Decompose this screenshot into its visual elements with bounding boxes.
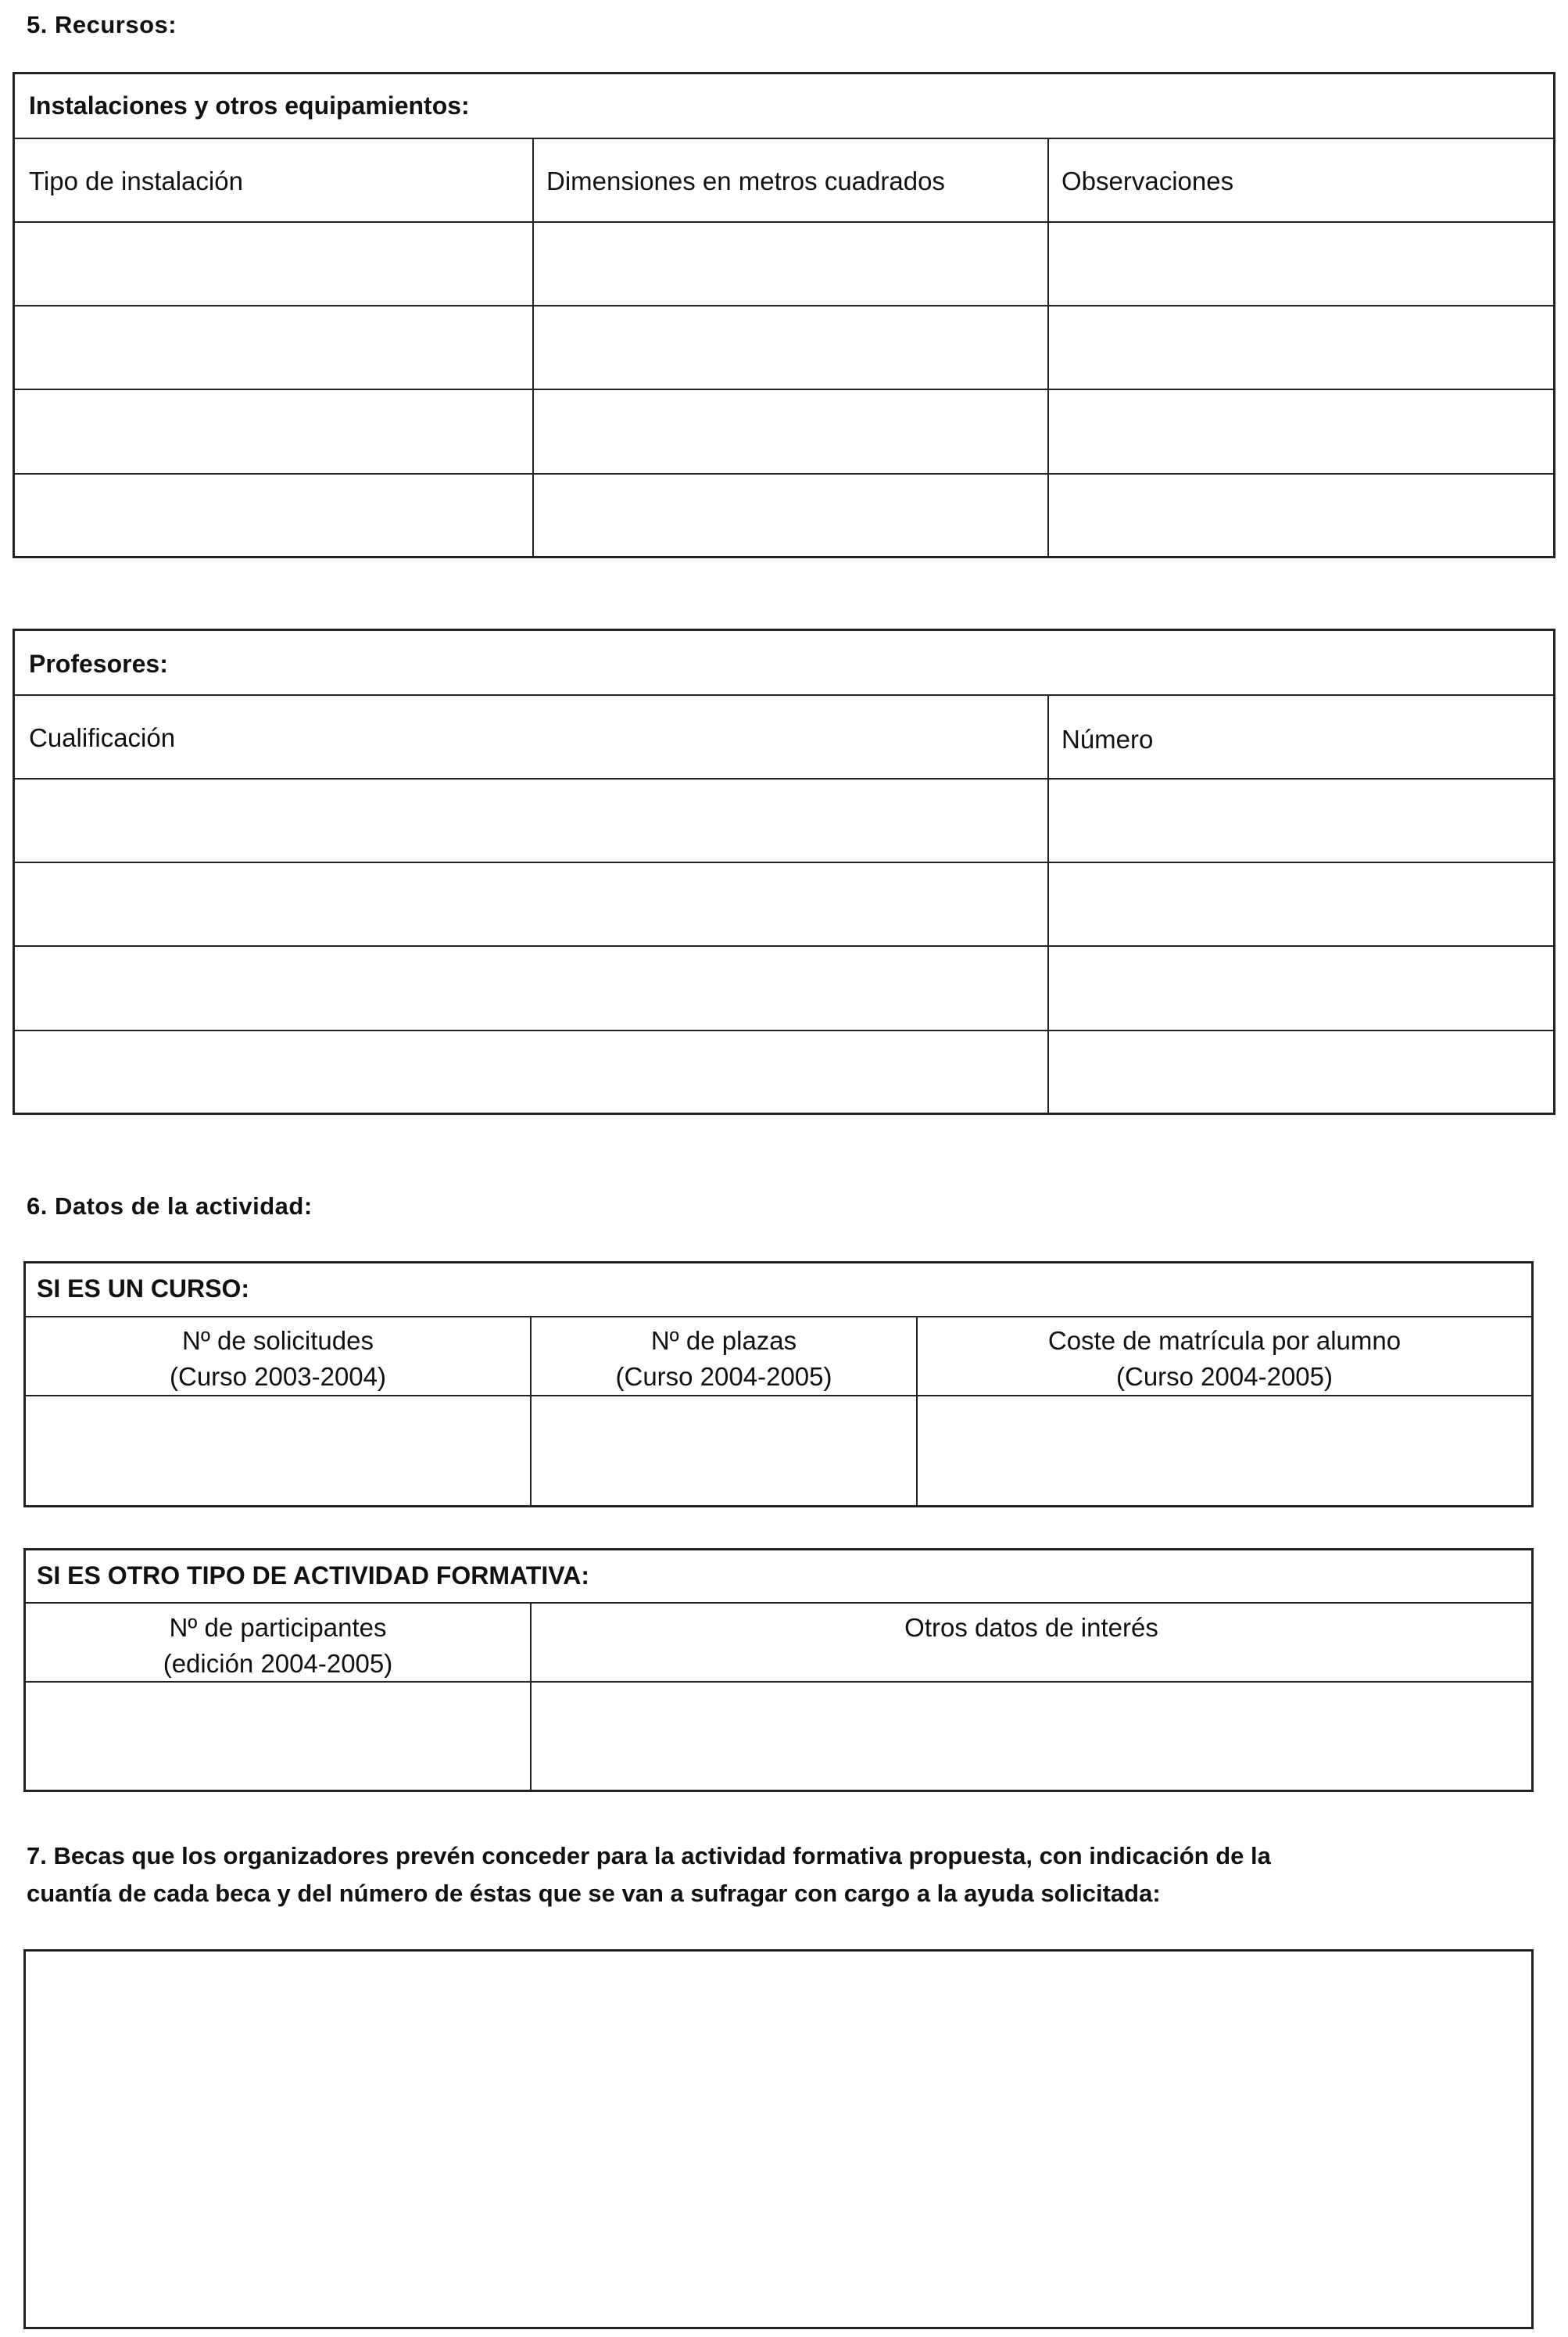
col-numero: Número (1061, 725, 1154, 754)
profesores-title: Profesores: (29, 650, 168, 678)
section-7-line-2: cuantía de cada beca y del número de éstas que se van a sufragar con cargo a la ayuda solicitada: (27, 1880, 1161, 1907)
col-cualificacion: Cualificación (29, 723, 176, 752)
curso-plazas-input[interactable] (532, 1396, 916, 1505)
section-5-heading: 5. Recursos: (27, 11, 177, 38)
instalaciones-row-1[interactable] (15, 223, 1553, 304)
col-otros-datos: Otros datos de interés (904, 1613, 1158, 1642)
curso-title: SI ES UN CURSO: (37, 1274, 250, 1303)
instalaciones-row-4[interactable] (15, 475, 1553, 556)
curso-solicitudes-input[interactable] (26, 1396, 530, 1505)
profesores-table (13, 629, 1555, 1115)
section-7-line-1: 7. Becas que los organizadores prevén conceder para la actividad formativa propuesta, con indicación de la (27, 1842, 1271, 1869)
becas-textarea[interactable] (23, 1949, 1534, 2329)
profesores-row-1[interactable] (15, 780, 1553, 861)
profesores-row-2[interactable] (15, 863, 1553, 944)
col-participantes: Nº de participantes (edición 2004-2005) (163, 1613, 393, 1678)
instalaciones-title: Instalaciones y otros equipamientos: (29, 91, 470, 120)
otro-participantes-input[interactable] (26, 1683, 530, 1790)
curso-table (23, 1261, 1534, 1507)
instalaciones-row-2[interactable] (15, 306, 1553, 388)
col-plazas: Nº de plazas (Curso 2004-2005) (615, 1326, 832, 1391)
col-solicitudes: Nº de solicitudes (Curso 2003-2004) (170, 1326, 386, 1391)
curso-coste-input[interactable] (918, 1396, 1531, 1505)
col-dimensiones: Dimensiones en metros cuadrados (546, 167, 945, 195)
otro-tipo-title: SI ES OTRO TIPO DE ACTIVIDAD FORMATIVA: (37, 1561, 589, 1590)
profesores-row-3[interactable] (15, 947, 1553, 1028)
section-6-heading: 6. Datos de la actividad: (27, 1192, 313, 1220)
col-observaciones: Observaciones (1061, 167, 1234, 195)
col-tipo-instalacion: Tipo de instalación (29, 167, 243, 195)
instalaciones-row-3[interactable] (15, 390, 1553, 471)
otro-datos-input[interactable] (532, 1683, 1531, 1790)
col-coste-matricula: Coste de matrícula por alumno (Curso 2004-2005) (1047, 1326, 1402, 1391)
otro-tipo-table (23, 1548, 1534, 1792)
section-7-heading (27, 1837, 1551, 1912)
instalaciones-table (13, 72, 1555, 558)
profesores-row-4[interactable] (15, 1031, 1553, 1113)
